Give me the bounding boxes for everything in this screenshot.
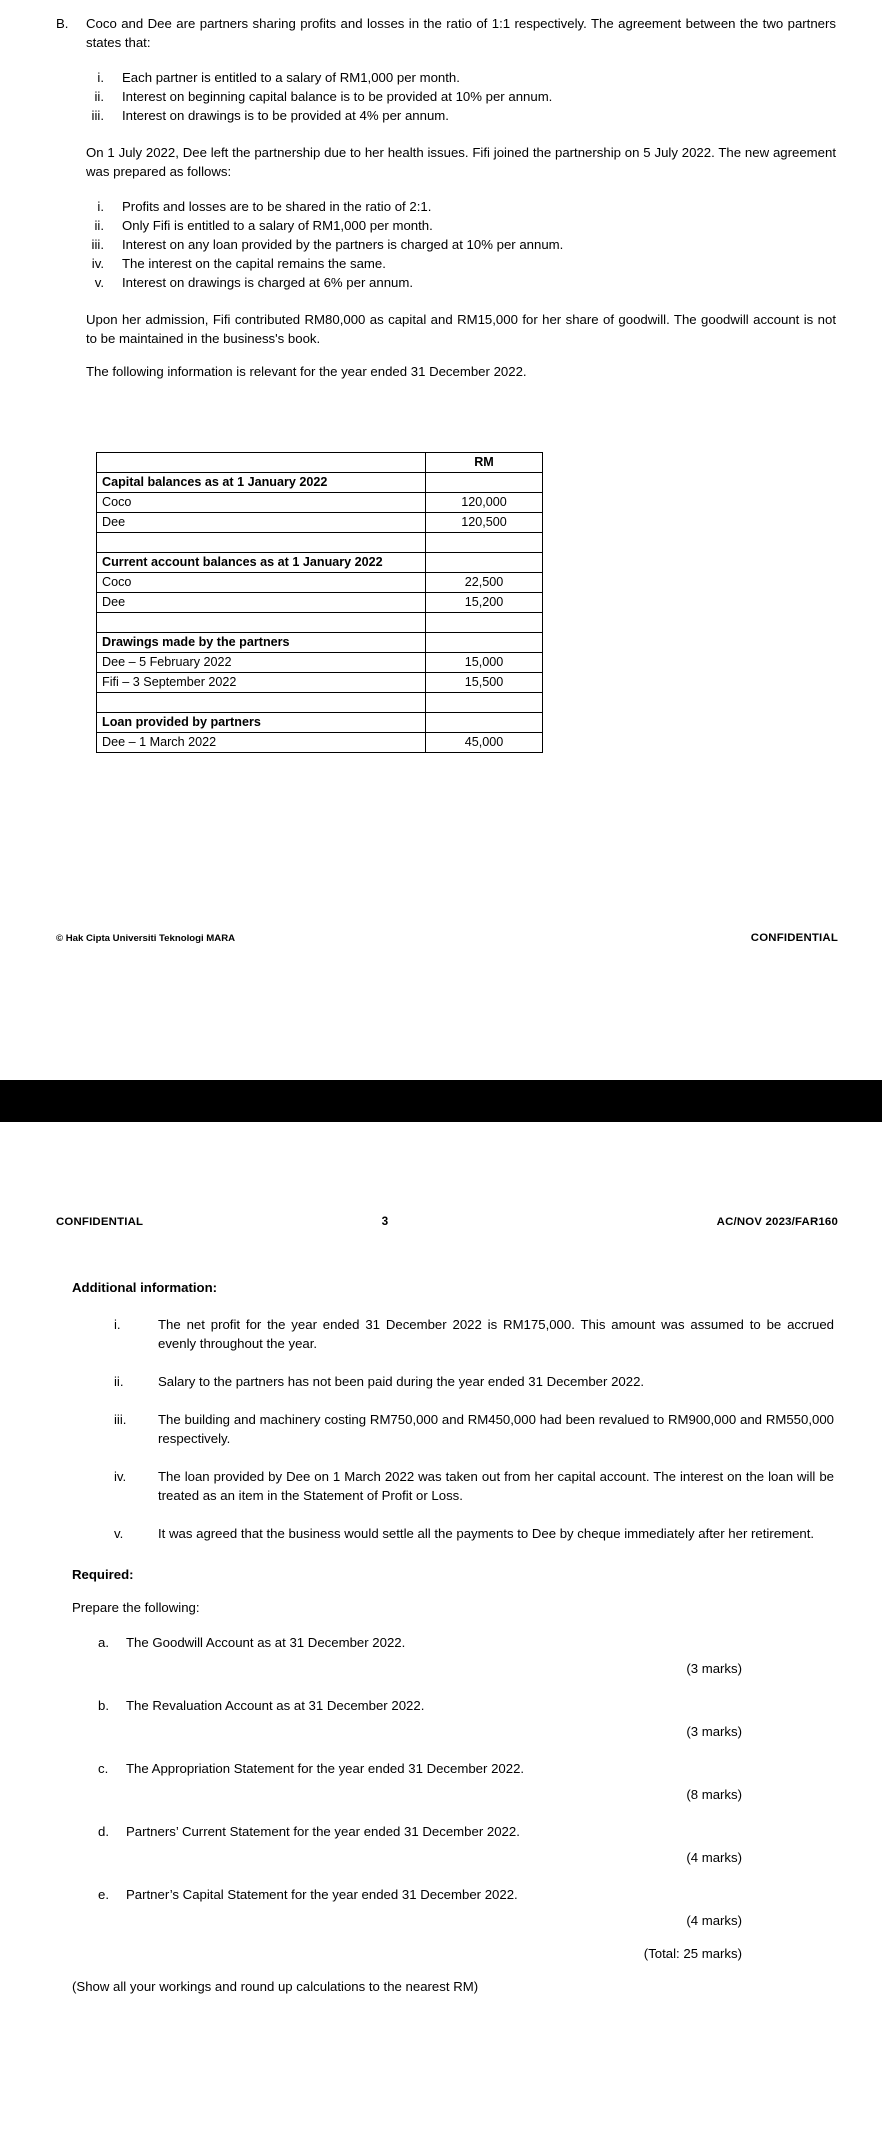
financial-table-wrap: [96, 452, 520, 753]
dee-left-paragraph: [86, 143, 836, 181]
row-label: [97, 693, 426, 713]
list-text: Interest on beginning capital balance is to be provided at 10% per annum.: [122, 89, 553, 104]
confidential-label: CONFIDENTIAL: [750, 932, 838, 944]
additional-information-list: [98, 1315, 838, 1543]
list-item: [78, 235, 836, 254]
row-label: Drawings made by the partners: [97, 633, 426, 653]
relevant-info-paragraph-row: [56, 362, 836, 381]
fifi-admission-paragraph: [86, 310, 836, 348]
row-label: Capital balances as at 1 January 2022: [97, 473, 426, 493]
row-label: [97, 533, 426, 553]
table-header-row: [97, 453, 543, 473]
row-value: 15,200: [426, 593, 543, 613]
required-item-row: [98, 1759, 838, 1778]
list-item: [114, 1410, 838, 1448]
row-value: 15,000: [426, 653, 543, 673]
fifi-admission-paragraph-row: [56, 310, 836, 348]
table-row: [97, 653, 543, 673]
page-gap: [0, 1122, 882, 1214]
page-1-footer: [56, 932, 838, 944]
list-marker: iii.: [114, 1412, 127, 1427]
table-row: [97, 573, 543, 593]
prepare-instruction: Prepare the following:: [72, 1600, 200, 1615]
required-items-list: [98, 1633, 838, 1930]
list-item: [78, 273, 836, 292]
list-marker: c.: [98, 1761, 109, 1776]
table-spacer-row: [97, 613, 543, 633]
list-item: [114, 1467, 838, 1505]
list-marker: ii.: [94, 89, 104, 104]
row-value: [426, 473, 543, 493]
required-item-row: [98, 1633, 838, 1652]
list-text: Profits and losses are to be shared in the ratio of 2:1.: [122, 199, 432, 214]
list-marker: a.: [98, 1635, 109, 1650]
list-item: [98, 1633, 838, 1678]
list-text: The loan provided by Dee on 1 March 2022 was taken out from her capital account. The interest on the loan will be treated as an item in the Statement of Profit or Loss.: [158, 1469, 834, 1503]
list-marker: ii.: [94, 218, 104, 233]
copyright-notice: © Hak Cipta Universiti Teknologi MARA: [56, 933, 236, 944]
list-item: [114, 1524, 838, 1543]
total-marks: (Total: 25 marks): [643, 1946, 742, 1961]
header-blank-cell: [97, 453, 426, 473]
row-value: 45,000: [426, 733, 543, 753]
list-text: The building and machinery costing RM750,000 and RM450,000 had been revalued to RM900,000 and RM550,000 respectively.: [158, 1412, 834, 1446]
list-marker: d.: [98, 1824, 109, 1839]
list-item: [98, 1885, 838, 1930]
row-value: 120,500: [426, 513, 543, 533]
list-text: Interest on drawings is charged at 6% per annum.: [122, 275, 414, 290]
list-item: [78, 106, 836, 125]
row-label: Coco: [97, 573, 426, 593]
list-text: Only Fifi is entitled to a salary of RM1,000 per month.: [122, 218, 433, 233]
spacer: [56, 52, 836, 68]
list-item: [114, 1372, 838, 1391]
list-text: Salary to the partners has not been paid during the year ended 31 December 2022.: [158, 1374, 645, 1389]
row-value: 15,500: [426, 673, 543, 693]
page-separator-bar: [0, 1080, 882, 1122]
list-item: [78, 197, 836, 216]
table-row: [97, 593, 543, 613]
spacer: [56, 292, 836, 310]
row-label: Dee: [97, 513, 426, 533]
table-spacer-row: [97, 533, 543, 553]
spacer: [56, 181, 836, 197]
paragraph-text: The following information is relevant for the year ended 31 December 2022.: [86, 364, 527, 379]
list-marker: iii.: [91, 237, 104, 252]
paragraph-text: On 1 July 2022, Dee left the partnership due to her health issues. Fifi joined the partnership on 5 July 2022. The new agreement was prepared as follows:: [86, 145, 836, 179]
list-item: [78, 254, 836, 273]
row-label: Dee: [97, 593, 426, 613]
marks-allocation: (3 marks): [686, 1724, 742, 1739]
list-item: [98, 1822, 838, 1867]
list-item: [78, 216, 836, 235]
list-item: [78, 68, 836, 87]
question-letter: B.: [56, 16, 69, 31]
relevant-info-paragraph: [86, 362, 836, 381]
row-value: [426, 533, 543, 553]
spacer: [56, 125, 836, 143]
row-value: [426, 633, 543, 653]
table-row: [97, 673, 543, 693]
list-text: The interest on the capital remains the same.: [122, 256, 386, 271]
page-number: 3: [381, 1214, 389, 1228]
list-marker: v.: [94, 275, 104, 290]
list-text: Interest on drawings is to be provided at 4% per annum.: [122, 108, 449, 123]
new-agreement-list-wrap: [56, 197, 836, 292]
table-row: [97, 553, 543, 573]
required-title: Required:: [72, 1567, 134, 1582]
list-marker: v.: [114, 1526, 124, 1541]
row-label: Dee – 1 March 2022: [97, 733, 426, 753]
list-marker: i.: [97, 199, 104, 214]
list-text: Partner’s Capital Statement for the year ended 31 December 2022.: [126, 1887, 518, 1902]
agreement-terms-list: [78, 68, 836, 125]
row-label: Coco: [97, 493, 426, 513]
table-row: [97, 513, 543, 533]
list-item: [98, 1696, 838, 1741]
list-text: The Appropriation Statement for the year ended 31 December 2022.: [126, 1761, 525, 1776]
agreement-terms-list-wrap: [56, 68, 836, 125]
exam-page-2: [0, 1214, 882, 2024]
list-marker: iv.: [91, 256, 104, 271]
row-value: 22,500: [426, 573, 543, 593]
required-item-row: [98, 1822, 838, 1841]
dee-left-paragraph-row: [56, 143, 836, 181]
marks-allocation: (4 marks): [686, 1850, 742, 1865]
list-text: The Revaluation Account as at 31 December 2022.: [126, 1698, 425, 1713]
table-row: [97, 633, 543, 653]
list-marker: b.: [98, 1698, 109, 1713]
table-spacer-row: [97, 693, 543, 713]
page-2-header: [0, 1214, 882, 1244]
list-marker: e.: [98, 1887, 109, 1902]
row-label: Current account balances as at 1 January 2022: [97, 553, 426, 573]
required-item-row: [98, 1696, 838, 1715]
list-text: Interest on any loan provided by the partners is charged at 10% per annum.: [122, 237, 564, 252]
marks-allocation: (8 marks): [686, 1787, 742, 1802]
table-row: [97, 473, 543, 493]
list-text: Partners’ Current Statement for the year ended 31 December 2022.: [126, 1824, 520, 1839]
table-row: [97, 493, 543, 513]
new-agreement-list: [78, 197, 836, 292]
row-value: [426, 693, 543, 713]
page-2-body: [0, 1244, 882, 1994]
financial-information-table: [96, 452, 543, 753]
list-item: [78, 87, 836, 106]
row-value: [426, 613, 543, 633]
list-text: Each partner is entitled to a salary of RM1,000 per month.: [122, 70, 460, 85]
workings-note: (Show all your workings and round up calculations to the nearest RM): [72, 1979, 479, 1994]
list-marker: iv.: [114, 1469, 127, 1484]
additional-information-title: Additional information:: [72, 1280, 218, 1295]
marks-allocation: (4 marks): [686, 1913, 742, 1928]
list-item: [114, 1315, 838, 1353]
marks-allocation: (3 marks): [686, 1661, 742, 1676]
row-value: [426, 553, 543, 573]
list-item: [98, 1759, 838, 1804]
row-label: Fifi – 3 September 2022: [97, 673, 426, 693]
table-body: [97, 453, 543, 753]
required-item-row: [98, 1885, 838, 1904]
row-value: 120,000: [426, 493, 543, 513]
list-marker: iii.: [91, 108, 104, 123]
currency-header-cell: RM: [426, 453, 543, 473]
question-b-intro-row: [56, 14, 836, 52]
row-label: Loan provided by partners: [97, 713, 426, 733]
table-row: [97, 733, 543, 753]
list-marker: ii.: [114, 1374, 124, 1389]
question-b-block: [56, 14, 836, 381]
list-marker: i.: [114, 1317, 121, 1332]
intro-paragraph: Coco and Dee are partners sharing profits and losses in the ratio of 1:1 respectively. The agreement between the two partners states that:: [86, 16, 836, 50]
paragraph-text: Upon her admission, Fifi contributed RM80,000 as capital and RM15,000 for her share of goodwill. The goodwill account is not to be maintained in the business's book.: [86, 312, 836, 346]
confidential-label: CONFIDENTIAL: [56, 1216, 144, 1228]
paper-code: AC/NOV 2023/FAR160: [716, 1216, 838, 1228]
list-text: The Goodwill Account as at 31 December 2022.: [126, 1635, 406, 1650]
row-value: [426, 713, 543, 733]
table-row: [97, 713, 543, 733]
row-label: Dee – 5 February 2022: [97, 653, 426, 673]
list-text: It was agreed that the business would settle all the payments to Dee by cheque immediately after her retirement.: [158, 1526, 815, 1541]
question-intro-text: [86, 14, 836, 52]
list-text: The net profit for the year ended 31 December 2022 is RM175,000. This amount was assumed to be accrued evenly throughout the year.: [158, 1317, 834, 1351]
spacer: [56, 348, 836, 362]
row-label: [97, 613, 426, 633]
list-marker: i.: [97, 70, 104, 85]
